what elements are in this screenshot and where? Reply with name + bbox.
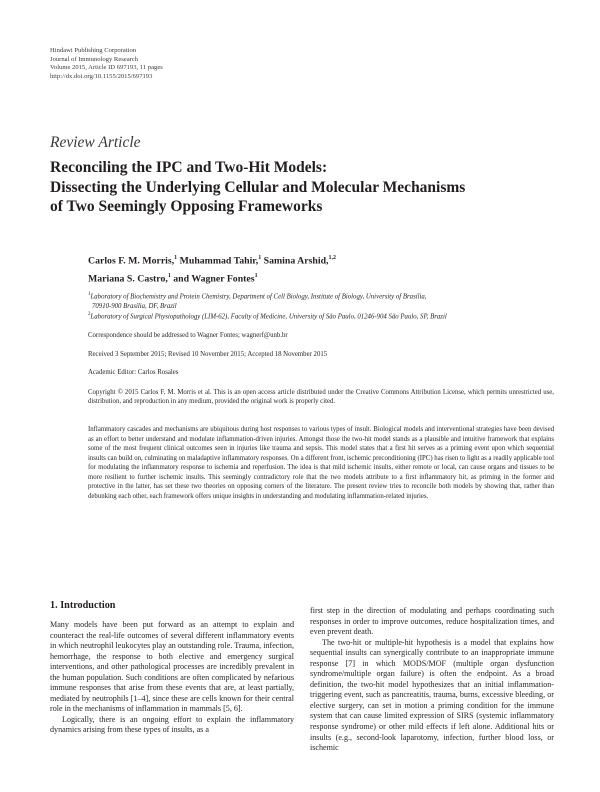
title-line: Dissecting the Underlying Cellular and Molecular Mechanisms xyxy=(50,178,466,196)
doi-link[interactable]: http://dx.doi.org/10.1155/2015/697193 xyxy=(50,72,153,80)
correspondence: Correspondence should be addressed to Wagner Fontes; wagnerf@unb.br xyxy=(88,332,288,339)
copyright-notice: Copyright © 2015 Carlos F. M. Morris et al. This is an open access article distributed under the Creative Commons Attribution License, which permits unrestricted use, distribution, and reproduction in any medium, provided the original work is properly cited. xyxy=(88,389,554,406)
author-affil-mark: 1,2 xyxy=(328,255,336,261)
author-affil-mark: 1 xyxy=(167,272,171,279)
article-type: Review Article xyxy=(50,134,141,151)
affiliation-1 xyxy=(88,290,558,311)
paragraph: The two-hit or multiple-hit hypothesis is a model that explains how sequential insults can synergically contribute to an inappropriate immune response [7] in which MODS/MOF (multiple organ dysfunction syndrome/multiple organ failure) is often the endpoint. As a broad definition, the two-hit model hypothesizes that an initial inflammation-triggering event, such as pancreatitis, trauma, burns, excessive bleeding, or elective surgery, can set in motion a priming condition for the immune system that can cause limited expression of SIRS (systemic inflammatory response syndrome) or other mild effects if left alone. Additional hits or insults (e.g., second-look laparotomy, infection, further blood loss, or ischemic xyxy=(310,637,554,753)
affiliation-2 xyxy=(88,310,558,322)
section-heading: 1. Introduction xyxy=(50,600,116,611)
author-name: and Wagner Fontes xyxy=(173,273,255,285)
academic-editor: Academic Editor: Carlos Rosales xyxy=(88,369,179,376)
paragraph: Logically, there is an ongoing effort to explain the inflammatory dynamics arising from these types of insults, as a xyxy=(50,714,294,735)
paragraph: first step in the direction of modulating and perhaps coordinating such responses in order to improve outcomes, reduce hospitalization times, and even prevent death. xyxy=(310,606,554,637)
affil-text: Laboratory of Surgical Physiopathology (LIM-62), Faculty of Medicine, University of São Paulo, 01246-904 São Paulo, SP, Brazil xyxy=(90,313,447,321)
journal-header xyxy=(50,47,350,81)
author-affil-mark: 1 xyxy=(254,272,258,279)
body-column-right xyxy=(310,606,554,754)
author-name: Samina Arshid, xyxy=(263,255,329,267)
paragraph: Many models have been put forward as an attempt to explain and counteract the real-life outcomes of several different inflammatory events in which neutrophil leukocytes play an outstanding role. Trauma, infection, hemorrhage, the response to both elective and emergency surgical interventions, and other pathological processes are incredibly prevalent in the human population. Such conditions are often complicated by nefarious immune responses that arise from these events that are, at least partially, mediated by neutrophils [1–4], since these are cells known for their central role in the mechanisms of inflammation in mammals [5, 6]. xyxy=(50,620,294,714)
author-name: Mariana S. Castro, xyxy=(88,273,168,285)
body-column-left xyxy=(50,600,294,736)
author-name: Carlos F. M. Morris, xyxy=(88,255,175,267)
author-affil-mark: 1 xyxy=(258,255,262,261)
author-affil-mark: 1 xyxy=(174,255,178,261)
title-line: Reconciling the IPC and Two-Hit Models: xyxy=(50,159,328,176)
journal-name: Journal of Immunology Research xyxy=(50,55,139,63)
article-title xyxy=(50,158,560,217)
received-dates: Received 3 September 2015; Revised 10 November 2015; Accepted 18 November 2015 xyxy=(88,351,328,358)
affil-mark: 2 xyxy=(88,312,91,317)
affil-text: Laboratory of Biochemistry and Protein Chemistry, Department of Cell Biology, Institute of Biology, University of Brasília, xyxy=(90,293,427,301)
author-name: Muhammad Tahir, xyxy=(179,255,259,267)
author-list xyxy=(88,251,558,287)
volume-info: Volume 2015, Article ID 697193, 11 pages xyxy=(50,64,163,72)
affil-mark: 1 xyxy=(88,292,91,297)
title-line: of Two Seemingly Opposing Frameworks xyxy=(50,198,323,215)
affil-text: 70910-900 Brasília, DF, Brazil xyxy=(92,302,177,310)
abstract: Inflammatory cascades and mechanisms are ubiquitous during host responses to various types of insult. Biological models and interventional strategies have been devised as an effort to better understand and modulate inflammation-driven injuries. Amongst those the two-hit model stands as a plausible and intuitive framework that explains some of the most frequent clinical outcomes seen in injuries like trauma and sepsis. This model states that a first hit serves as a priming event upon which sequential insults can build on, culminating on maladaptive inflammatory responses. On a different front, ischemic preconditioning (IPC) has risen to light as a readily applicable tool for modulating the inflammatory response to ischemia and reperfusion. The idea is that mild ischemic insults, either remote or local, can cause organs and tissues to be more resilient to further ischemic insults. This seemingly contradictory role that the two models attribute to a first inflammatory hit, as priming in the former and protective in the latter, has set these two theories on opposing corners of the literature. The present review tries to reconcile both models by showing that, rather than debunking each other, each framework offers unique insights in understanding and modulating inflammation-related injuries. xyxy=(88,426,554,500)
publisher: Hindawi Publishing Corporation xyxy=(50,47,137,54)
